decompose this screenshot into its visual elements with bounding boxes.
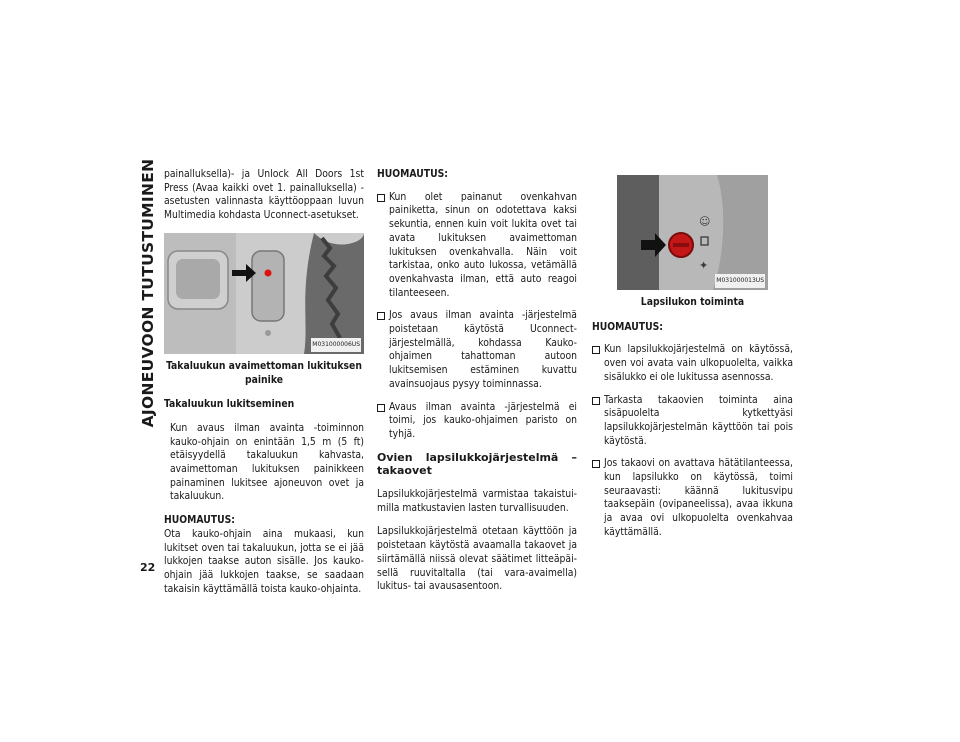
checkbox-bullet-icon bbox=[592, 346, 600, 354]
checkbox-bullet-icon bbox=[377, 404, 385, 412]
checkbox-bullet-icon bbox=[592, 397, 600, 405]
list-item: Jos takaovi on avattava hätätilanteessa, kun lapsilukko on käytössä, toimi seuraavasti: käännä lukitusvipu taaksepäin (ovipaneelissa), avaa ikkuna ja avaa ovi ulkopuolelta ovenkahvaa käyttämällä. bbox=[592, 457, 793, 539]
note-bullet-list bbox=[592, 343, 793, 539]
column-middle bbox=[377, 168, 577, 604]
note-label: HUOMAUTUS: bbox=[377, 168, 448, 180]
checkbox-bullet-icon bbox=[592, 460, 600, 468]
chapter-side-tab bbox=[138, 158, 158, 428]
body-paragraph: Lapsilukkojärjestelmä varmistaa takaistuimilla matkustavien lasten turvallisuuden. bbox=[377, 488, 577, 514]
liftgate-button-figure bbox=[164, 233, 364, 354]
note-text: Ota kauko-ohjain aina mukaasi, kun lukitset oven tai takaluukun, jotta se ei jää lukkojen taakse auton sisälle. Jos kauko-ohjain jää lukkojen taakse, se saadaan takaisin käyttämällä toista kauko-ohjainta. bbox=[164, 527, 364, 595]
body-paragraph: Kun avaus ilman avainta -toiminnon kauko-ohjain on enintään 1,5 m (5 ft) etäisyydellä takaluukun kahvasta, avaimettoman lukituksen painikkeen painaminen lukitsee ajoneuvon ovet ja takaluukun. bbox=[170, 421, 364, 503]
child-lock-photo bbox=[617, 175, 768, 290]
intro-paragraph: painalluksella)- ja Unlock All Doors 1st Press (Avaa kaikki ovet 1. painalluksella) -asetusten valinnasta käyttöoppaan luvun Multimedia kohdasta Uconnect-asetukset. bbox=[164, 168, 364, 222]
svg-text:✦: ✦ bbox=[699, 259, 709, 272]
body-paragraph: Lapsilukkojärjestelmä otetaan käyttöön ja poistetaan käytöstä avaamalla takaovet ja siirtämällä niissä olevat säätimet litteäpäisellä ruuvitaltalla (tai vara-avaimella) lukitus- tai avausasentoon. bbox=[377, 525, 577, 593]
section-heading: Takaluukun lukitseminen bbox=[164, 398, 295, 411]
checkbox-bullet-icon bbox=[377, 312, 385, 320]
chapter-title: AJONEUVOON TUTUSTUMINEN bbox=[139, 158, 157, 428]
child-lock-figure bbox=[617, 175, 768, 290]
column-left bbox=[164, 168, 364, 606]
figure-code: M031000013US bbox=[715, 274, 765, 288]
checkbox-bullet-icon bbox=[377, 194, 385, 202]
figure-code: M031000006US bbox=[311, 338, 361, 352]
liftgate-photo bbox=[164, 233, 364, 354]
page-number: 22 bbox=[140, 561, 156, 574]
svg-text:☺: ☺ bbox=[699, 215, 711, 228]
note-bullet-list bbox=[377, 191, 577, 442]
list-item: Jos avaus ilman avainta -järjestelmä poistetaan käytöstä Uconnect-järjestelmällä, kohdassa Kauko-ohjaimen tahattoman autoon lukitsemisen estäminen kuvattu avainsuojaus pysyy toiminnassa. bbox=[377, 309, 577, 391]
column-right bbox=[592, 175, 793, 549]
list-item: Kun lapsilukkojärjestelmä on käytössä, oven voi avata vain ulkopuolelta, vaikka sisälukko ei ole lukitussa asennossa. bbox=[592, 343, 793, 384]
list-item: Avaus ilman avainta -järjestelmä ei toimi, jos kauko-ohjaimen paristo on tyhjä. bbox=[377, 401, 577, 442]
note-label: HUOMAUTUS: bbox=[592, 320, 663, 333]
figure-caption: Lapsilukon toiminta bbox=[640, 296, 745, 308]
figure-caption: Takaluukun avaimettoman lukituksen painike bbox=[166, 359, 362, 386]
section-heading: Ovien lapsilukkojärjestelmä – takaovet bbox=[377, 450, 577, 478]
list-item: Tarkasta takaovien toiminta aina sisäpuolelta kytkettyäsi lapsilukkojärjestelmän käyttöön tai pois käytöstä. bbox=[592, 394, 793, 449]
list-item: Kun olet painanut ovenkahvan painiketta, sinun on odotettava kaksi sekuntia, ennen kuin voit lukita ovet tai avata lukituksen avaimettoman lukituksen ovenkahvalla. Näin voit tarkistaa, onko auto lukossa, vetämällä ovenkahvasta ilman, että auto reagoi tilanteeseen. bbox=[377, 191, 577, 301]
note-label: HUOMAUTUS: bbox=[164, 514, 235, 527]
